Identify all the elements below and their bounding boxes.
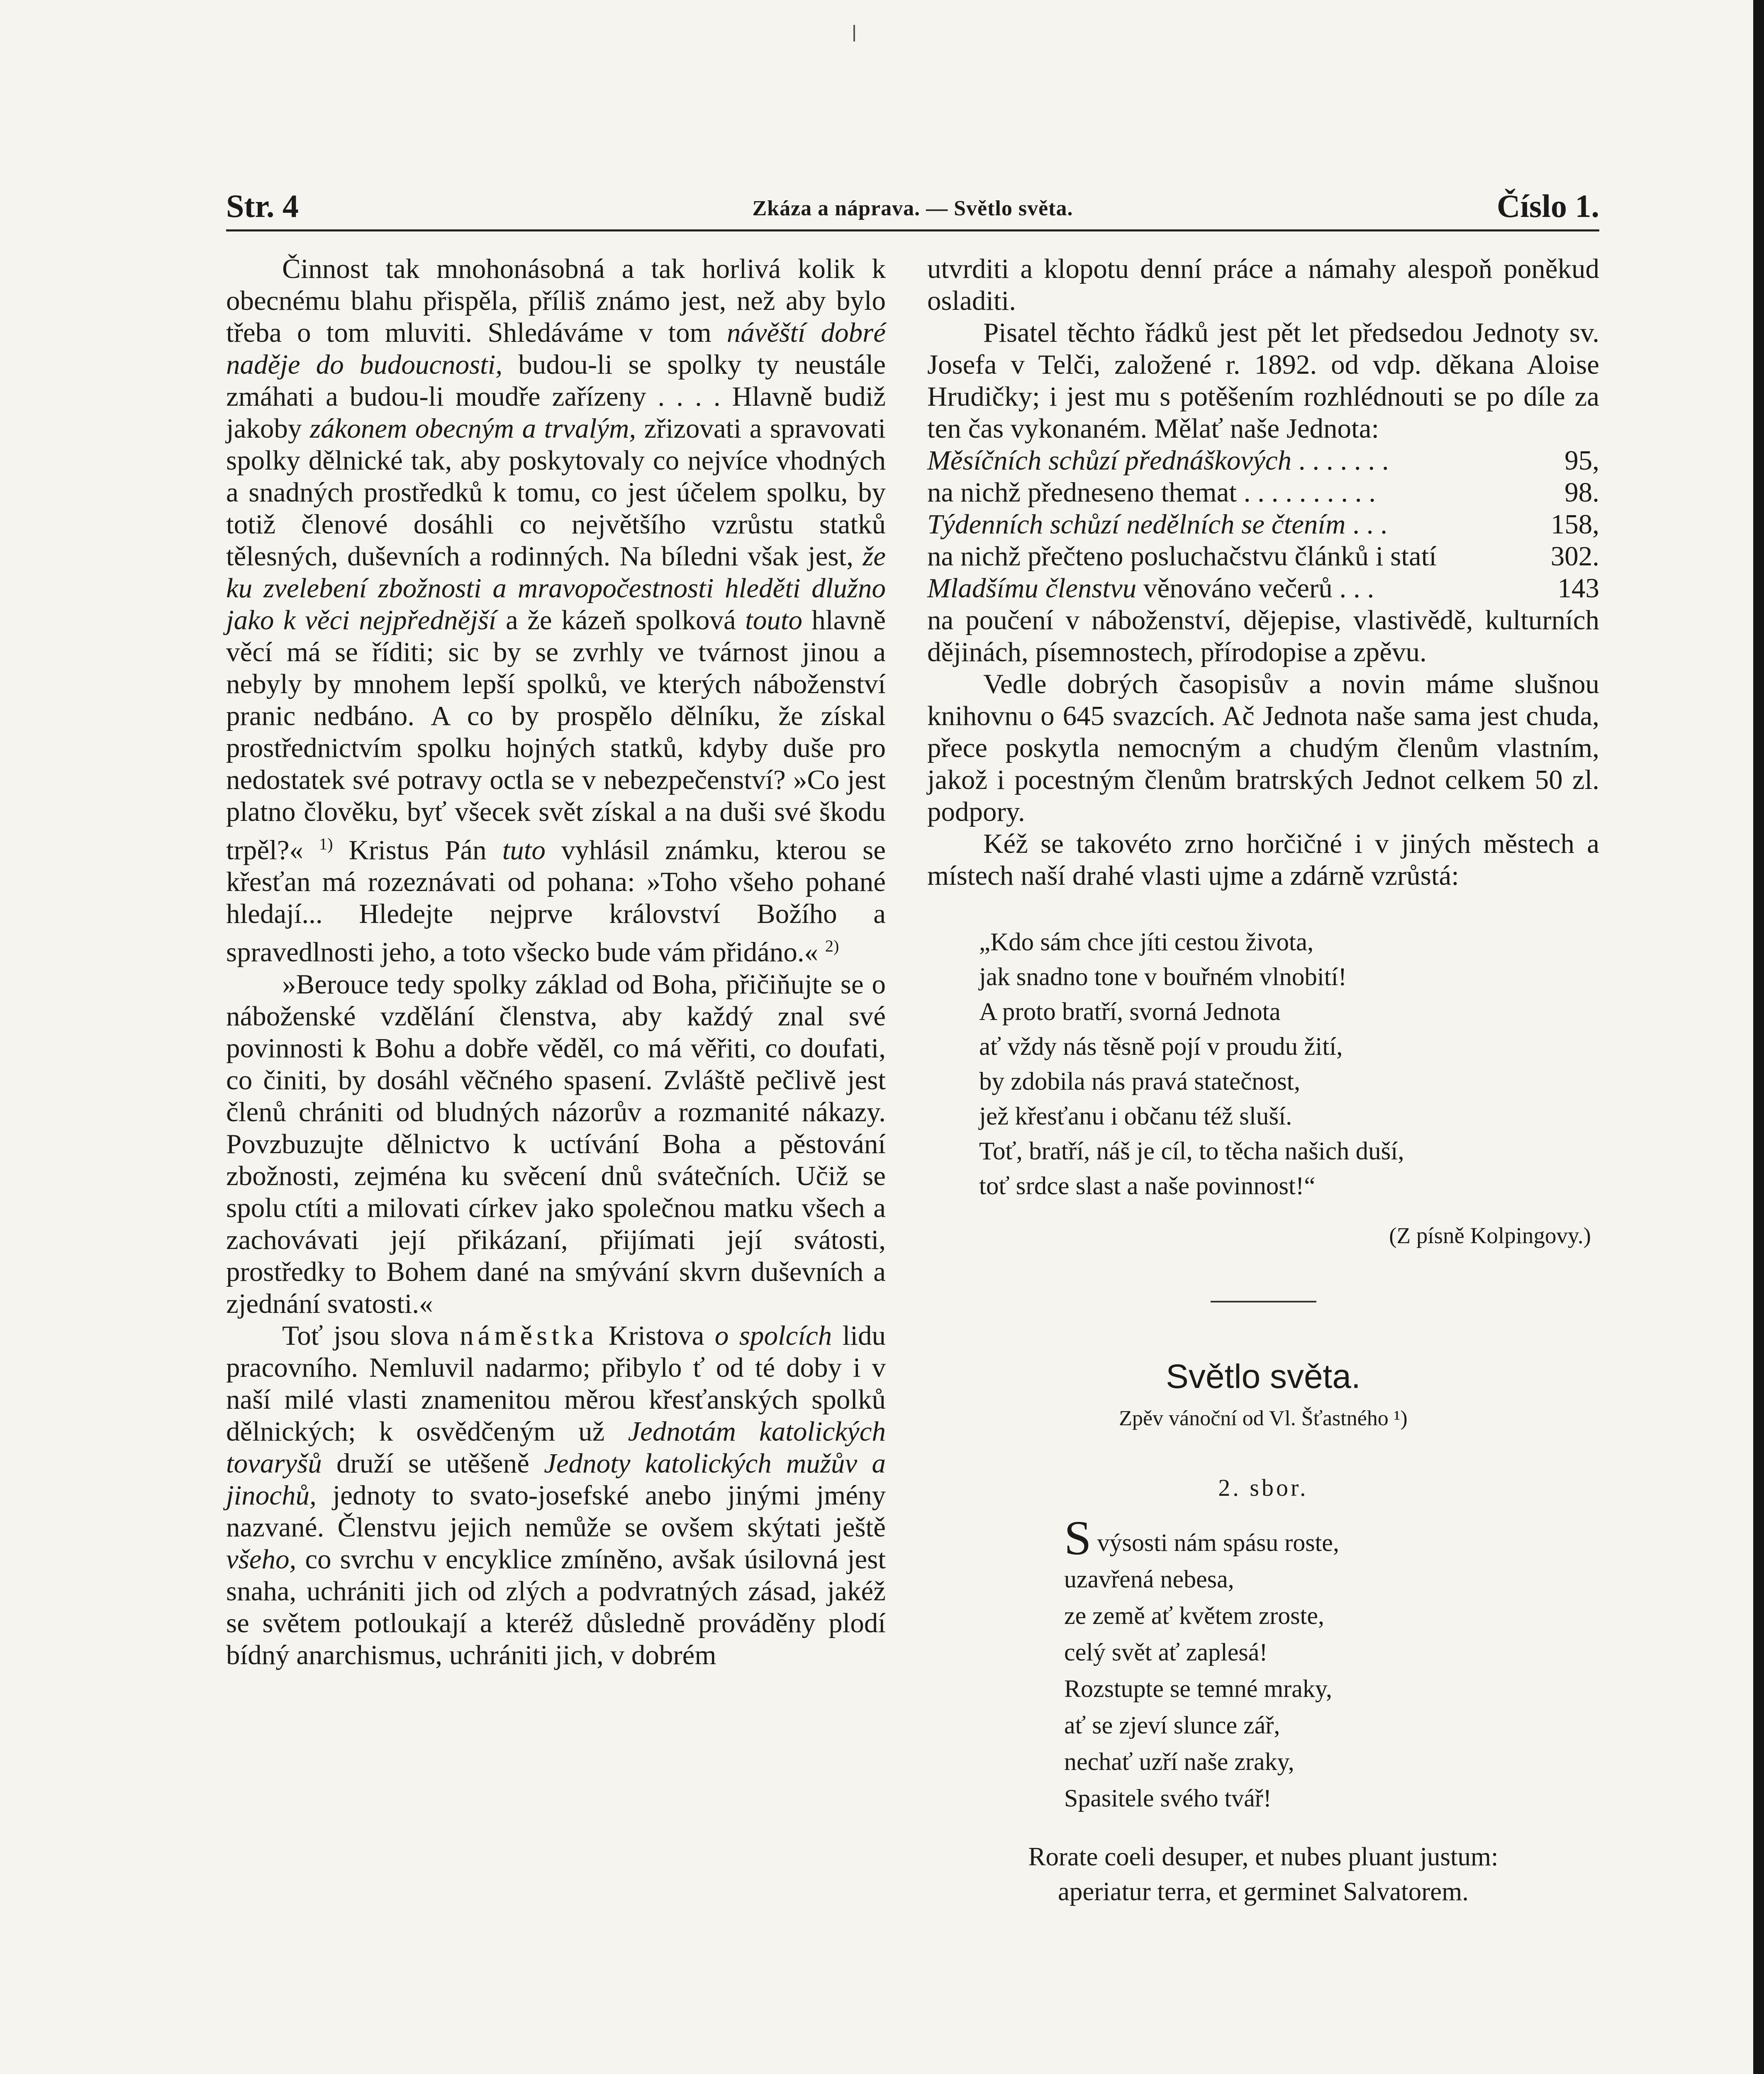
stat-row: Mladšímu členstvu věnováno večerů . . . 143	[927, 573, 1599, 604]
poem-line: toť srdce slast a naše povinnost!“	[979, 1172, 1316, 1200]
hymn-line: nechať uzří naše zraky,	[1064, 1748, 1294, 1775]
hymn-line: Spasitele svého tvář!	[1064, 1784, 1272, 1812]
poem-line: jež křesťanu i občanu též sluší.	[979, 1103, 1292, 1130]
hymn-line: ať se zjeví slunce zář,	[1064, 1711, 1280, 1739]
hymn-line: Rozstupte se temné mraky,	[1064, 1675, 1332, 1702]
hymn-line: Svýsosti nám spásu roste,	[1064, 1511, 1339, 1565]
right-column	[927, 253, 1599, 1909]
paragraph: Pisatel těchto řádků jest pět let předsedou Jednoty sv. Josefa v Telči, založené r. 1892. od vdp. děkana Aloise Hrudičky; i jest mu s potěšením rozhlédnouti se po díle za ten čas vykonaném. Mělať naše Jednota:	[927, 317, 1599, 444]
scan-mark	[853, 25, 855, 41]
chorus-label: 2. sbor.	[1218, 1474, 1308, 1501]
poem	[927, 925, 1599, 1253]
paragraph: Vedle dobrých časopisův a novin máme slušnou knihovnu o 645 svazcích. Ač Jednota naše sama jest chuda, přece poskytla nemocným a chudým členům vlastním, jakož i pocestným členům bratrských Jednot celkem 50 zl. podpory.	[927, 669, 1599, 827]
latin-refrain: Rorate coeli desuper, et nubes pluant justum: aperiatur terra, et germinet Salvatorem.	[1028, 1842, 1498, 1906]
section-title: Světlo světa.	[1166, 1358, 1361, 1395]
poem-line: Toť, bratří, náš je cíl, to těcha našich duší,	[979, 1137, 1404, 1165]
poem-source: (Z písně Kolpingovy.)	[1389, 1223, 1591, 1248]
poem-line: „Kdo sám chce jíti cestou života,	[979, 928, 1314, 956]
running-title: Zkáza a náprava. — Světlo světa.	[752, 197, 1073, 220]
stat-row: na nichž přečteno posluchačstvu článků i statí 302.	[927, 541, 1599, 572]
scan-edge	[1753, 0, 1764, 2074]
drop-cap: S	[1064, 1511, 1092, 1565]
paragraph: Činnost tak mnohonásobná a tak horlivá kolik k obecnému blahu přispěla, příliš známo jest, než aby bylo třeba o tom mluviti. Shledáváme v tom návěští dobré naděje do budoucnosti, budou-li se spolky ty neustále zmáhati a budou-li moudře zařízeny . . . . Hlavně budiž jakoby zákonem obecným a trvalým, zřizovati a spravovati spolky dělnické tak, aby poskytovaly co nejvíce vhodných a snadných prostředků k tomu, co jest účelem spolku, by totiž členové dosáhli co největšího vzrůstu statků tělesných, duševních a rodinných. Na bíledni však jest, že ku zvelebení zbožnosti a mravopočestnosti hleděti dlužno jako k věci nejpřednější a že kázeň spolková touto hlavně věcí má se říditi; sic by se zvrhly ve tvárnost jinou a nebyly by mnohem lepší spolků, ve kterých náboženství pranic nedbáno. A co by prospělo dělníku, že získal prostřednictvím spolku hojných statků, kdyby duše pro nedostatek své potravy octla se v nebezpečenství? »Co jest platno člověku, byť všecek svět získal a na duši své škodu trpěl?« $^{1)}$ Kristus Pán tuto vyhlásil známku, kterou se křesťan má rozeznávati od pohana: »Toho všeho pohané hledají... Hledejte nejprve království Božího a spravedlnosti jeho, a toto všecko bude vám přidáno.« $^{2)}$	[226, 253, 886, 968]
footnote-ref: 1)	[319, 835, 333, 853]
section-divider	[1211, 1301, 1316, 1302]
stat-row: Měsíčních schůzí přednáškových . . . . . . . 95,	[927, 445, 1599, 476]
hymn-line: ze země ať květem zroste,	[1064, 1602, 1324, 1629]
poem-line: jak snadno tone v bouřném vlnobití!	[979, 963, 1347, 991]
stat-continuation: na poučení v náboženství, dějepise, vlastivědě, kulturních dějinách, písemnostech, přírodopise a zpěvu.	[927, 605, 1599, 667]
paragraph: Toť jsou slova náměstka Kristova o spolcích lidu pracovního. Nemluvil nadarmo; přibylo ť od té doby i v naší milé vlasti znamenitou měrou křesťanských spolků dělnických; k osvědčeným už Jednotám katolických tovaryšů druží se utěšeně Jednoty katolických mužův a jinochů, jednoty to svato-josefské anebo jinými jmény nazvané. Členstvu jejich nemůže se ovšem skýtati ještě všeho, co svrchu v encyklice zmíněno, avšak úsilovná jest snaha, uchrániti jich od zlých a podvratných zásad, jakéž se světem potloukají a kteréž důsledně prováděny plodí bídný anarchismus, uchrániti jich, v dobrém	[226, 1320, 886, 1670]
footnote-ref: 2)	[825, 937, 839, 956]
left-column	[226, 253, 886, 1671]
poem-line: ať vždy nás těsně pojí v proudu žití,	[979, 1033, 1343, 1061]
stat-row: na nichž předneseno themat . . . . . . . . . . 98.	[927, 477, 1599, 508]
paragraph: Kéž se takovéto zrno horčičné i v jiných městech a místech naší drahé vlasti ujme a zdárně vzrůstá:	[927, 828, 1599, 891]
paragraph: utvrditi a klopotu denní práce a námahy alespoň poněkud osladiti.	[927, 253, 1599, 316]
hymn-line: uzavřená nebesa,	[1064, 1565, 1234, 1593]
poem-line: A proto bratří, svorná Jednota	[979, 998, 1281, 1026]
page-header	[226, 183, 1599, 228]
poem-line: by zdobila nás pravá statečnost,	[979, 1068, 1301, 1095]
stat-row: Týdenních schůzí nedělních se čtením . . . 158,	[927, 509, 1599, 540]
page-number: Str. 4	[226, 188, 299, 224]
hymn	[927, 1511, 1599, 1816]
issue-number: Číslo 1.	[1496, 188, 1599, 224]
hymn-line: celý svět ať zaplesá!	[1064, 1638, 1268, 1666]
section-subtitle: Zpěv vánoční od Vl. Šťastného ¹)	[1119, 1407, 1408, 1430]
paragraph: »Berouce tedy spolky základ od Boha, přičiňujte se o náboženské vzdělání členstva, aby každý znal své povinnosti k Bohu a dobře věděl, co má věřiti, co doufati, co činiti, by dosáhl věčného spasení. Zvláště pečlivě jest členů chrániti od bludných názorův a rozmanité nákazy. Povzbuzujte dělnictvo k uctívání Boha a pěstování zbožnosti, zejména ku svěcení dnů svátečních. Učiž se spolu ctíti a milovati církev jako společnou matku všech a zachovávati její přikázaní, přijímati její svátosti, prostředky to Bohem dané na smývání skvrn duševních a zjednání svatosti.«	[226, 969, 886, 1319]
header-rule	[226, 229, 1599, 231]
